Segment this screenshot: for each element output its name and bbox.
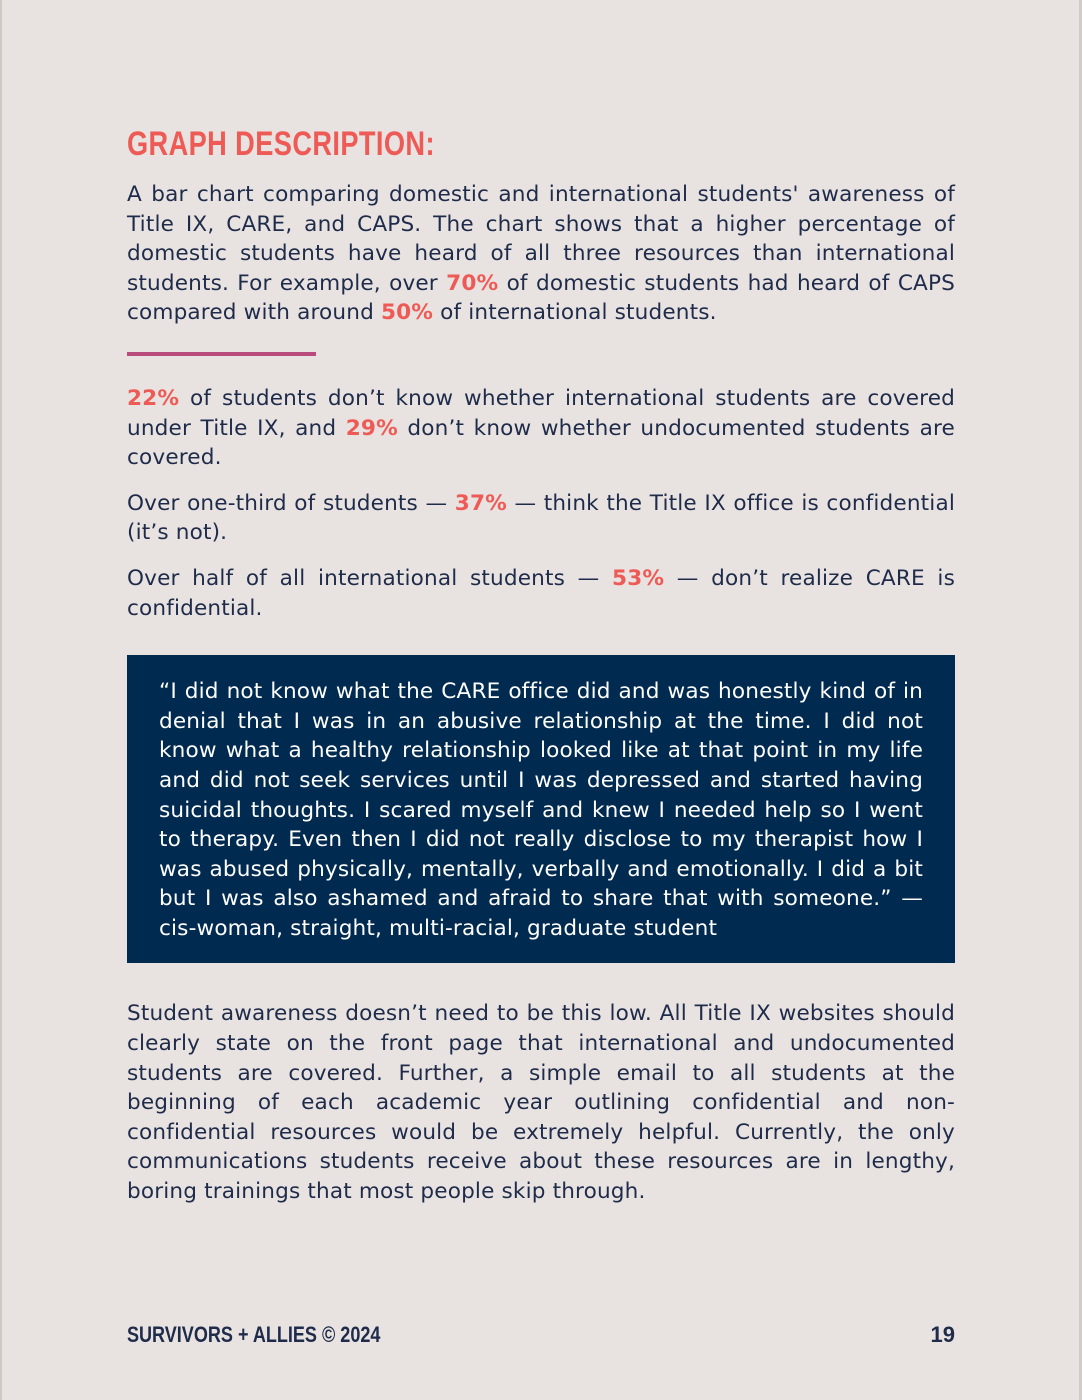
graph-description-heading: GRAPH DESCRIPTION: xyxy=(127,125,435,163)
stat-text: — don’t realize CARE is confidential. xyxy=(127,565,955,621)
graph-description-text xyxy=(127,180,955,328)
graph-description-text-2: of domestic students had heard of CAPS compared with around xyxy=(127,270,955,326)
page-footer xyxy=(127,1322,955,1352)
stat-paragraph-care-confidential xyxy=(127,564,955,623)
testimonial-quote-text: “I did not know what the CARE office did and was honestly kind of in denial that I was in an abusive relationship at the time. I did not know what a healthy relationship looked like at that point in my life and did not seek services until I was depressed and started having suicidal thoughts. I scared myself and knew I needed help so I went to therapy. Even then I did not really disclose to my therapist how I was abused physically, mentally, verbally and emotionally. I did a bit but I was also ashamed and afraid to share that with someone.” — cis-woman, straight, multi-racial, graduate student xyxy=(159,679,923,941)
stat-text: Over one-third of students — xyxy=(127,490,455,516)
page-number: 19 xyxy=(930,1322,955,1347)
graph-description-pct-1: 70% xyxy=(446,270,499,296)
footer-copyright: SURVIVORS + ALLIES © 2024 xyxy=(127,1322,381,1347)
stat-paragraph-title-ix-coverage xyxy=(127,384,955,473)
stat-paragraph-title-ix-confidential xyxy=(127,489,955,548)
testimonial-quote-box xyxy=(127,655,955,963)
stat-pct: 37% xyxy=(454,490,507,516)
graph-description-text-3: of international students. xyxy=(433,300,717,326)
section-divider xyxy=(127,352,316,356)
graph-description-text-1: A bar chart comparing domestic and international students' awareness of Title IX, CARE, and CAPS. The chart shows that a higher percentage of domestic students have heard of all three resources than international students. For example, over xyxy=(127,182,955,296)
stat-pct: 29% xyxy=(345,415,398,441)
stat-pct: 22% xyxy=(127,385,180,411)
stat-text: — think the Title IX office is confidential (it’s not). xyxy=(127,490,955,546)
closing-paragraph: Student awareness doesn’t need to be this low. All Title IX websites should clearly state on the front page that international and undocumented students are covered. Further, a simple email to all students at the beginning of each academic year outlining confidential and non-confidential resources would be extremely helpful. Currently, the only communications students receive about these resources are in lengthy, boring trainings that most people skip through. xyxy=(127,1001,955,1205)
stat-text: of students don’t know whether international students are covered under Title IX, and xyxy=(127,385,955,441)
stat-text: Over half of all international students — xyxy=(127,565,613,591)
stat-pct: 53% xyxy=(612,565,665,591)
stat-text: don’t know whether undocumented students are covered. xyxy=(127,415,955,471)
graph-description-pct-2: 50% xyxy=(380,300,434,326)
page-edge-left xyxy=(0,0,2,1400)
page-content xyxy=(127,122,955,1207)
